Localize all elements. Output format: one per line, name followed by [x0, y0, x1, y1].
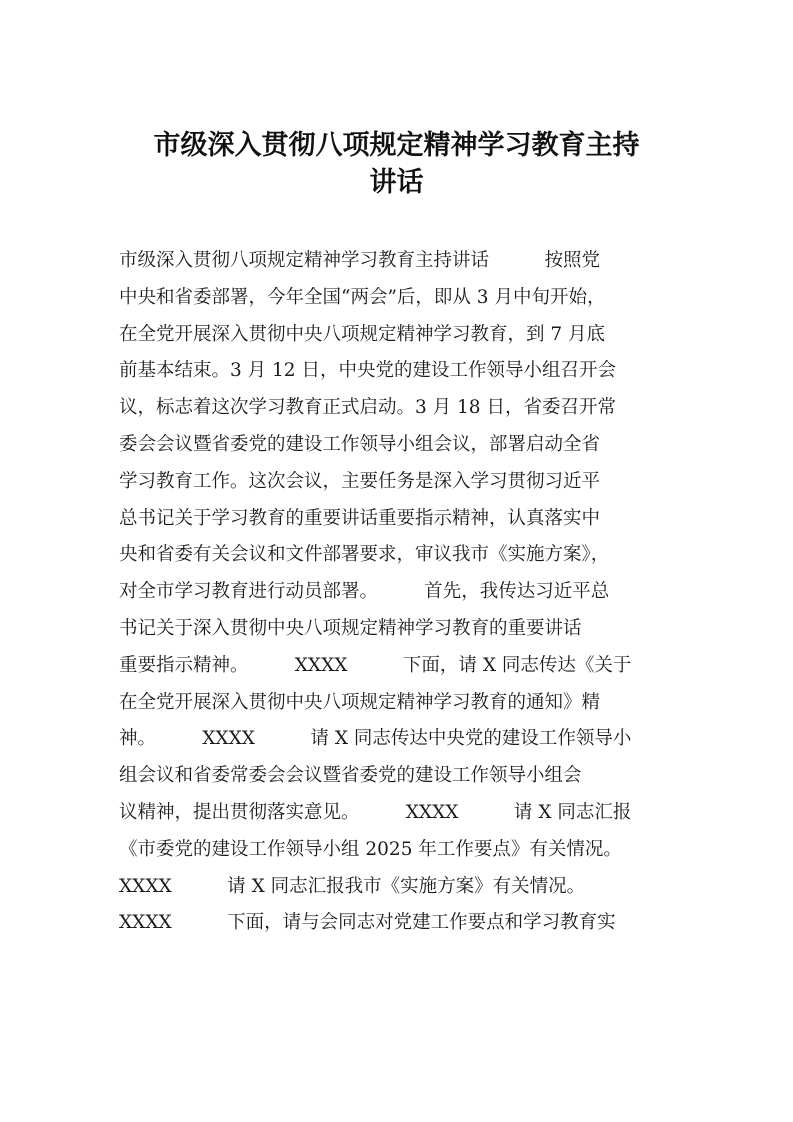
body-line: 《市委党的建设工作领导小组 2025 年工作要点》有关情况。	[119, 838, 622, 860]
body-line: 学习教育工作。这次会议，主要任务是深入学习贯彻习近平	[119, 470, 601, 492]
body-line: 前基本结束。3 月 12 日，中央党的建设工作领导小组召开会	[119, 360, 616, 382]
body-line: 市级深入贯彻八项规定精神学习教育主持讲话 按照党	[119, 250, 601, 271]
body-line: 央和省委有关会议和文件部署要求，审议我市《实施方案》，	[119, 544, 610, 566]
body-line: 委会会议暨省委党的建设工作领导小组会议，部署启动全省	[119, 433, 601, 455]
document-title	[100, 122, 693, 196]
body-line: 神。 XXXX 请 X 同志传达中央党的建设工作领导小	[119, 728, 632, 750]
body-line: 在全党开展深入贯彻中央八项规定精神学习教育的通知》精	[119, 691, 601, 713]
body-line: 议精神，提出贯彻落实意见。 XXXX 请 X 同志汇报	[119, 801, 632, 823]
title-line: 讲话	[369, 166, 424, 198]
title-line: 市级深入贯彻八项规定精神学习教育主持	[153, 130, 640, 161]
body-line: 议，标志着这次学习教育正式启动。3 月 18 日，省委召开常	[119, 397, 616, 419]
body-line: XXXX 下面，请与会同志对党建工作要点和学习教育实	[119, 912, 616, 934]
body-line: 中央和省委部署，今年全国“两会”后，即从 3 月中旬开始，	[119, 286, 606, 308]
body-line: 对全市学习教育进行动员部署。 首先，我传达习近平总	[119, 581, 610, 603]
body-line: 组会议和省委常委会会议暨省委党的建设工作领导小组会	[119, 765, 582, 787]
body-line: XXXX 请 X 同志汇报我市《实施方案》有关情况。	[119, 875, 586, 897]
body-line: 重要指示精神。 XXXX 下面，请 X 同志传达《关于	[119, 654, 632, 676]
document-body	[119, 243, 675, 942]
body-line: 书记关于深入贯彻中央八项规定精神学习教育的重要讲话	[119, 617, 582, 639]
body-line: 总书记关于学习教育的重要讲话重要指示精神，认真落实中	[119, 507, 601, 529]
body-line: 在全党开展深入贯彻中央八项规定精神学习教育，到 7 月底	[119, 323, 606, 345]
